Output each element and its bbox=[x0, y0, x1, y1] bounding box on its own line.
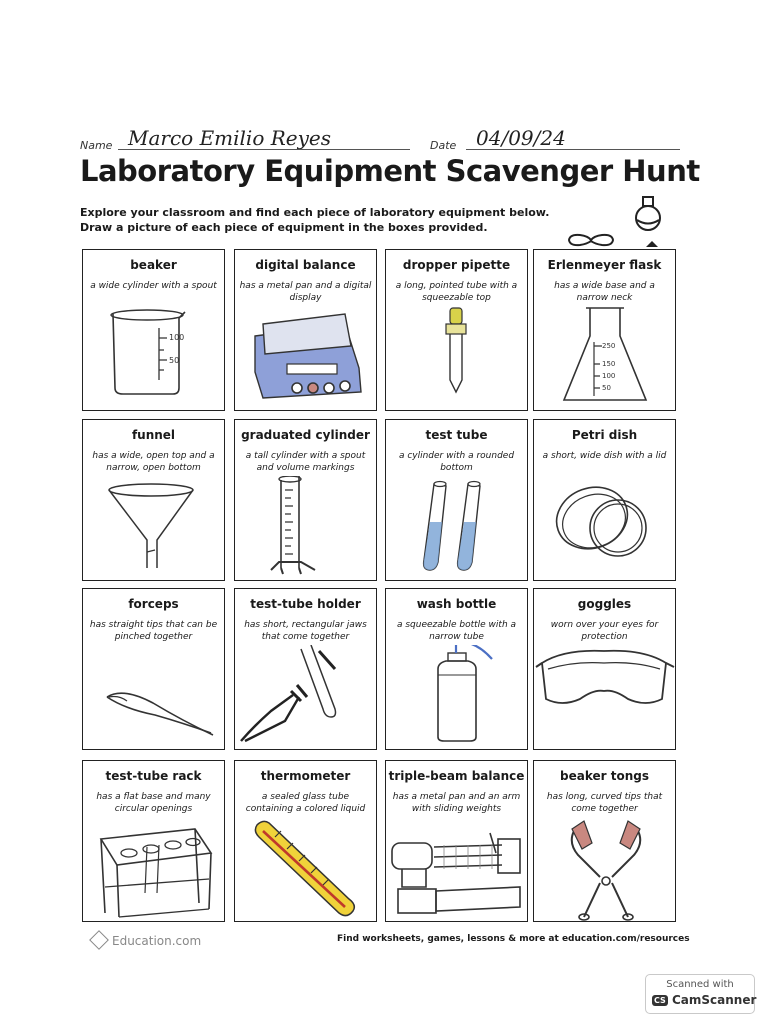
date-label: Date bbox=[430, 139, 457, 152]
equipment-cell-dropper-pipette bbox=[385, 249, 528, 411]
goggles-drawing bbox=[534, 645, 677, 749]
equipment-description: a short, wide dish with a lid bbox=[542, 451, 667, 461]
thermometer-drawing bbox=[235, 817, 378, 921]
equipment-cell-test-tube-holder bbox=[234, 588, 377, 750]
equipment-description: a sealed glass tube containing a colored liquid bbox=[245, 792, 366, 814]
equipment-name: Petri dish bbox=[571, 428, 638, 442]
education-logo-icon bbox=[89, 930, 109, 950]
education-logo-text: Education.com bbox=[112, 934, 202, 948]
equipment-name: thermometer bbox=[260, 769, 351, 783]
corner-shape-icon bbox=[645, 240, 659, 248]
equipment-name: digital balance bbox=[255, 258, 356, 272]
erlenmeyer-flask-drawing bbox=[534, 306, 677, 410]
equipment-description: has a wide, open top and a narrow, open bottom bbox=[92, 451, 215, 473]
name-label: Name bbox=[80, 139, 113, 152]
name-line bbox=[118, 149, 410, 150]
date-line bbox=[466, 149, 680, 150]
instruction-line-1: Explore your classroom and find each piece of laboratory equipment below. bbox=[80, 206, 550, 219]
equipment-cell-thermometer bbox=[234, 760, 377, 922]
equipment-name: test tube bbox=[425, 428, 488, 442]
graduated-cylinder-drawing bbox=[235, 476, 378, 580]
equipment-name: Erlenmeyer flask bbox=[547, 258, 662, 272]
flask-mark-50: 50 bbox=[602, 384, 611, 392]
beaker-drawing bbox=[83, 306, 226, 410]
scanner-line-2: CamScanner bbox=[671, 993, 757, 1007]
equipment-description: a long, pointed tube with a squeezable top bbox=[395, 281, 518, 303]
equipment-cell-forceps bbox=[82, 588, 225, 750]
equipment-description: a cylinder with a rounded bottom bbox=[398, 451, 515, 473]
equipment-cell-beaker-tongs bbox=[533, 760, 676, 922]
wash-bottle-drawing bbox=[386, 645, 529, 749]
date-value: 04/09/24 bbox=[476, 126, 566, 150]
equipment-cell-goggles bbox=[533, 588, 676, 750]
scanner-line-1: Scanned with bbox=[666, 979, 734, 990]
equipment-cell-digital-balance bbox=[234, 249, 377, 411]
equipment-description: a squeezable bottle with a narrow tube bbox=[396, 620, 517, 642]
equipment-name: beaker tongs bbox=[560, 769, 649, 783]
equipment-name: graduated cylinder bbox=[241, 428, 370, 442]
flask-mark-250: 250 bbox=[602, 342, 616, 350]
equipment-cell-funnel bbox=[82, 419, 225, 581]
equipment-cell-petri-dish bbox=[533, 419, 676, 581]
petri-dish-drawing bbox=[534, 476, 677, 580]
equipment-cell-erlenmeyer-flask bbox=[533, 249, 676, 411]
equipment-description: has a flat base and many circular openings bbox=[96, 792, 211, 814]
equipment-cell-wash-bottle bbox=[385, 588, 528, 750]
equipment-name: test-tube holder bbox=[250, 597, 361, 611]
equipment-name: dropper pipette bbox=[402, 258, 511, 272]
funnel-drawing bbox=[83, 476, 226, 580]
equipment-name: wash bottle bbox=[416, 597, 497, 611]
beaker-tongs-drawing bbox=[534, 817, 677, 921]
page-title: Laboratory Equipment Scavenger Hunt bbox=[80, 154, 700, 188]
equipment-description: has a metal pan and a digital display bbox=[239, 281, 372, 303]
round-flask-icon bbox=[630, 195, 666, 233]
instructions bbox=[80, 205, 549, 235]
camscanner-icon: CS bbox=[654, 996, 666, 1005]
equipment-description: has short, rectangular jaws that come together bbox=[244, 620, 367, 642]
triple-beam-balance-drawing bbox=[386, 817, 529, 921]
scanner-logo bbox=[652, 993, 757, 1007]
education-logo bbox=[92, 933, 201, 948]
test-tube-holder-drawing bbox=[235, 645, 378, 749]
dropper-pipette-drawing bbox=[386, 306, 529, 410]
flask-mark-150: 150 bbox=[602, 360, 616, 368]
name-value: Marco Emilio Reyes bbox=[128, 126, 332, 150]
equipment-name: test-tube rack bbox=[105, 769, 202, 783]
beaker-mark-50: 50 bbox=[169, 356, 180, 365]
beaker-mark-100: 100 bbox=[169, 333, 185, 342]
test-tube-drawing bbox=[386, 476, 529, 580]
equipment-description: has a wide base and a narrow neck bbox=[554, 281, 655, 303]
equipment-description: has long, curved tips that come together bbox=[546, 792, 663, 814]
footer-resources: Find worksheets, games, lessons & more at education.com/resources bbox=[337, 934, 690, 944]
equipment-cell-graduated-cylinder bbox=[234, 419, 377, 581]
equipment-cell-triple-beam-balance bbox=[385, 760, 528, 922]
equipment-name: triple-beam balance bbox=[388, 769, 525, 783]
equipment-description: a wide cylinder with a spout bbox=[90, 281, 217, 291]
equipment-description: worn over your eyes for protection bbox=[550, 620, 659, 642]
equipment-cell-beaker bbox=[82, 249, 225, 411]
equipment-name: forceps bbox=[128, 597, 179, 611]
digital-balance-drawing bbox=[235, 306, 378, 410]
instruction-line-2: Draw a picture of each piece of equipment in the boxes provided. bbox=[80, 221, 488, 234]
flask-mark-100: 100 bbox=[602, 372, 616, 380]
equipment-name: goggles bbox=[577, 597, 632, 611]
test-tube-rack-drawing bbox=[83, 817, 226, 921]
equipment-cell-test-tube bbox=[385, 419, 528, 581]
scanner-badge bbox=[645, 974, 755, 1014]
equipment-description: a tall cylinder with a spout and volume markings bbox=[245, 451, 366, 473]
equipment-description: has a metal pan and an arm with sliding weights bbox=[392, 792, 521, 814]
equipment-cell-test-tube-rack bbox=[82, 760, 225, 922]
forceps-drawing bbox=[83, 645, 226, 749]
goggles-icon bbox=[566, 232, 616, 248]
equipment-name: beaker bbox=[130, 258, 177, 272]
equipment-name: funnel bbox=[131, 428, 176, 442]
equipment-description: has straight tips that can be pinched together bbox=[89, 620, 218, 642]
